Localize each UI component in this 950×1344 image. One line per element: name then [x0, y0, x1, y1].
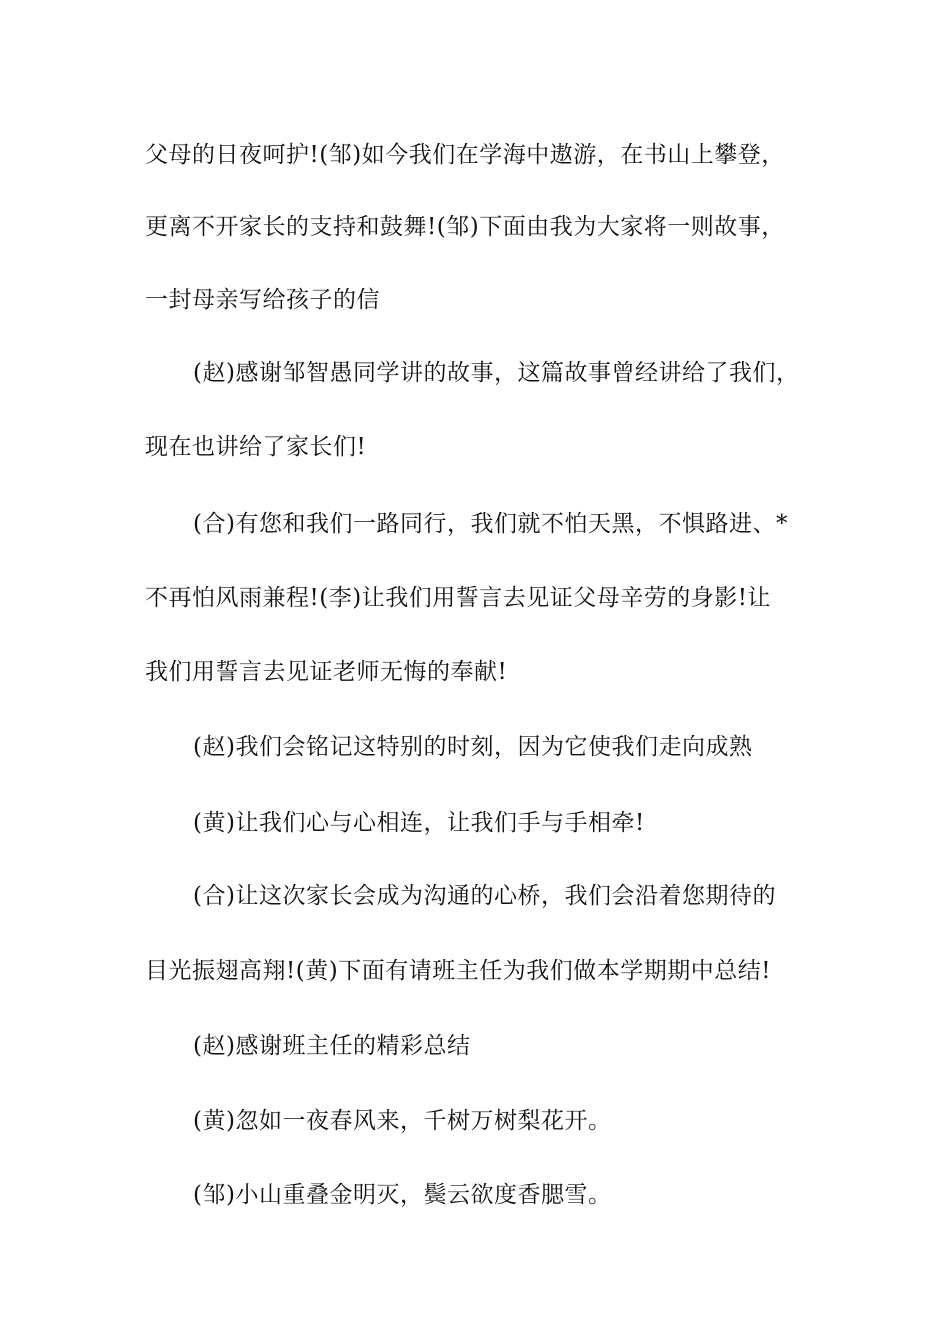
text-line: (合)让这次家长会成为沟通的心桥，我们会沿着您期待的 [193, 883, 776, 909]
text-line: (邹)小山重叠金明灭，鬓云欲度香腮雪。 [193, 1182, 612, 1208]
text-line: 父母的日夜呵护!(邹)如今我们在学海中遨游，在书山上攀登， [145, 142, 785, 168]
text-line: (黄)让我们心与心相连，让我们手与手相牵! [193, 810, 645, 836]
text-line: (赵)我们会铭记这特别的时刻，因为它使我们走向成熟 [193, 734, 753, 760]
text-line: 一封母亲写给孩子的信 [145, 287, 380, 313]
text-line: (赵)感谢邹智愚同学讲的故事，这篇故事曾经讲给了我们， [193, 360, 800, 386]
text-line: (合)有您和我们一路同行，我们就不怕天黑，不惧路进、* [193, 511, 788, 537]
text-line: 现在也讲给了家长们! [145, 434, 367, 460]
text-line: 更离不开家长的支持和鼓舞!(邹)下面由我为大家将一则故事， [145, 214, 785, 240]
text-line: (赵)感谢班主任的精彩总结 [193, 1033, 471, 1059]
text-line: 我们用誓言去见证老师无悔的奉献! [145, 659, 508, 685]
text-line: 目光振翅高翔!(黄)下面有请班主任为我们做本学期期中总结! [145, 958, 771, 984]
text-line: 不再怕风雨兼程!(李)让我们用誓言去见证父母辛劳的身影!让 [145, 585, 771, 611]
text-line: (黄)忽如一夜春风来，千树万树梨花开。 [193, 1108, 612, 1134]
